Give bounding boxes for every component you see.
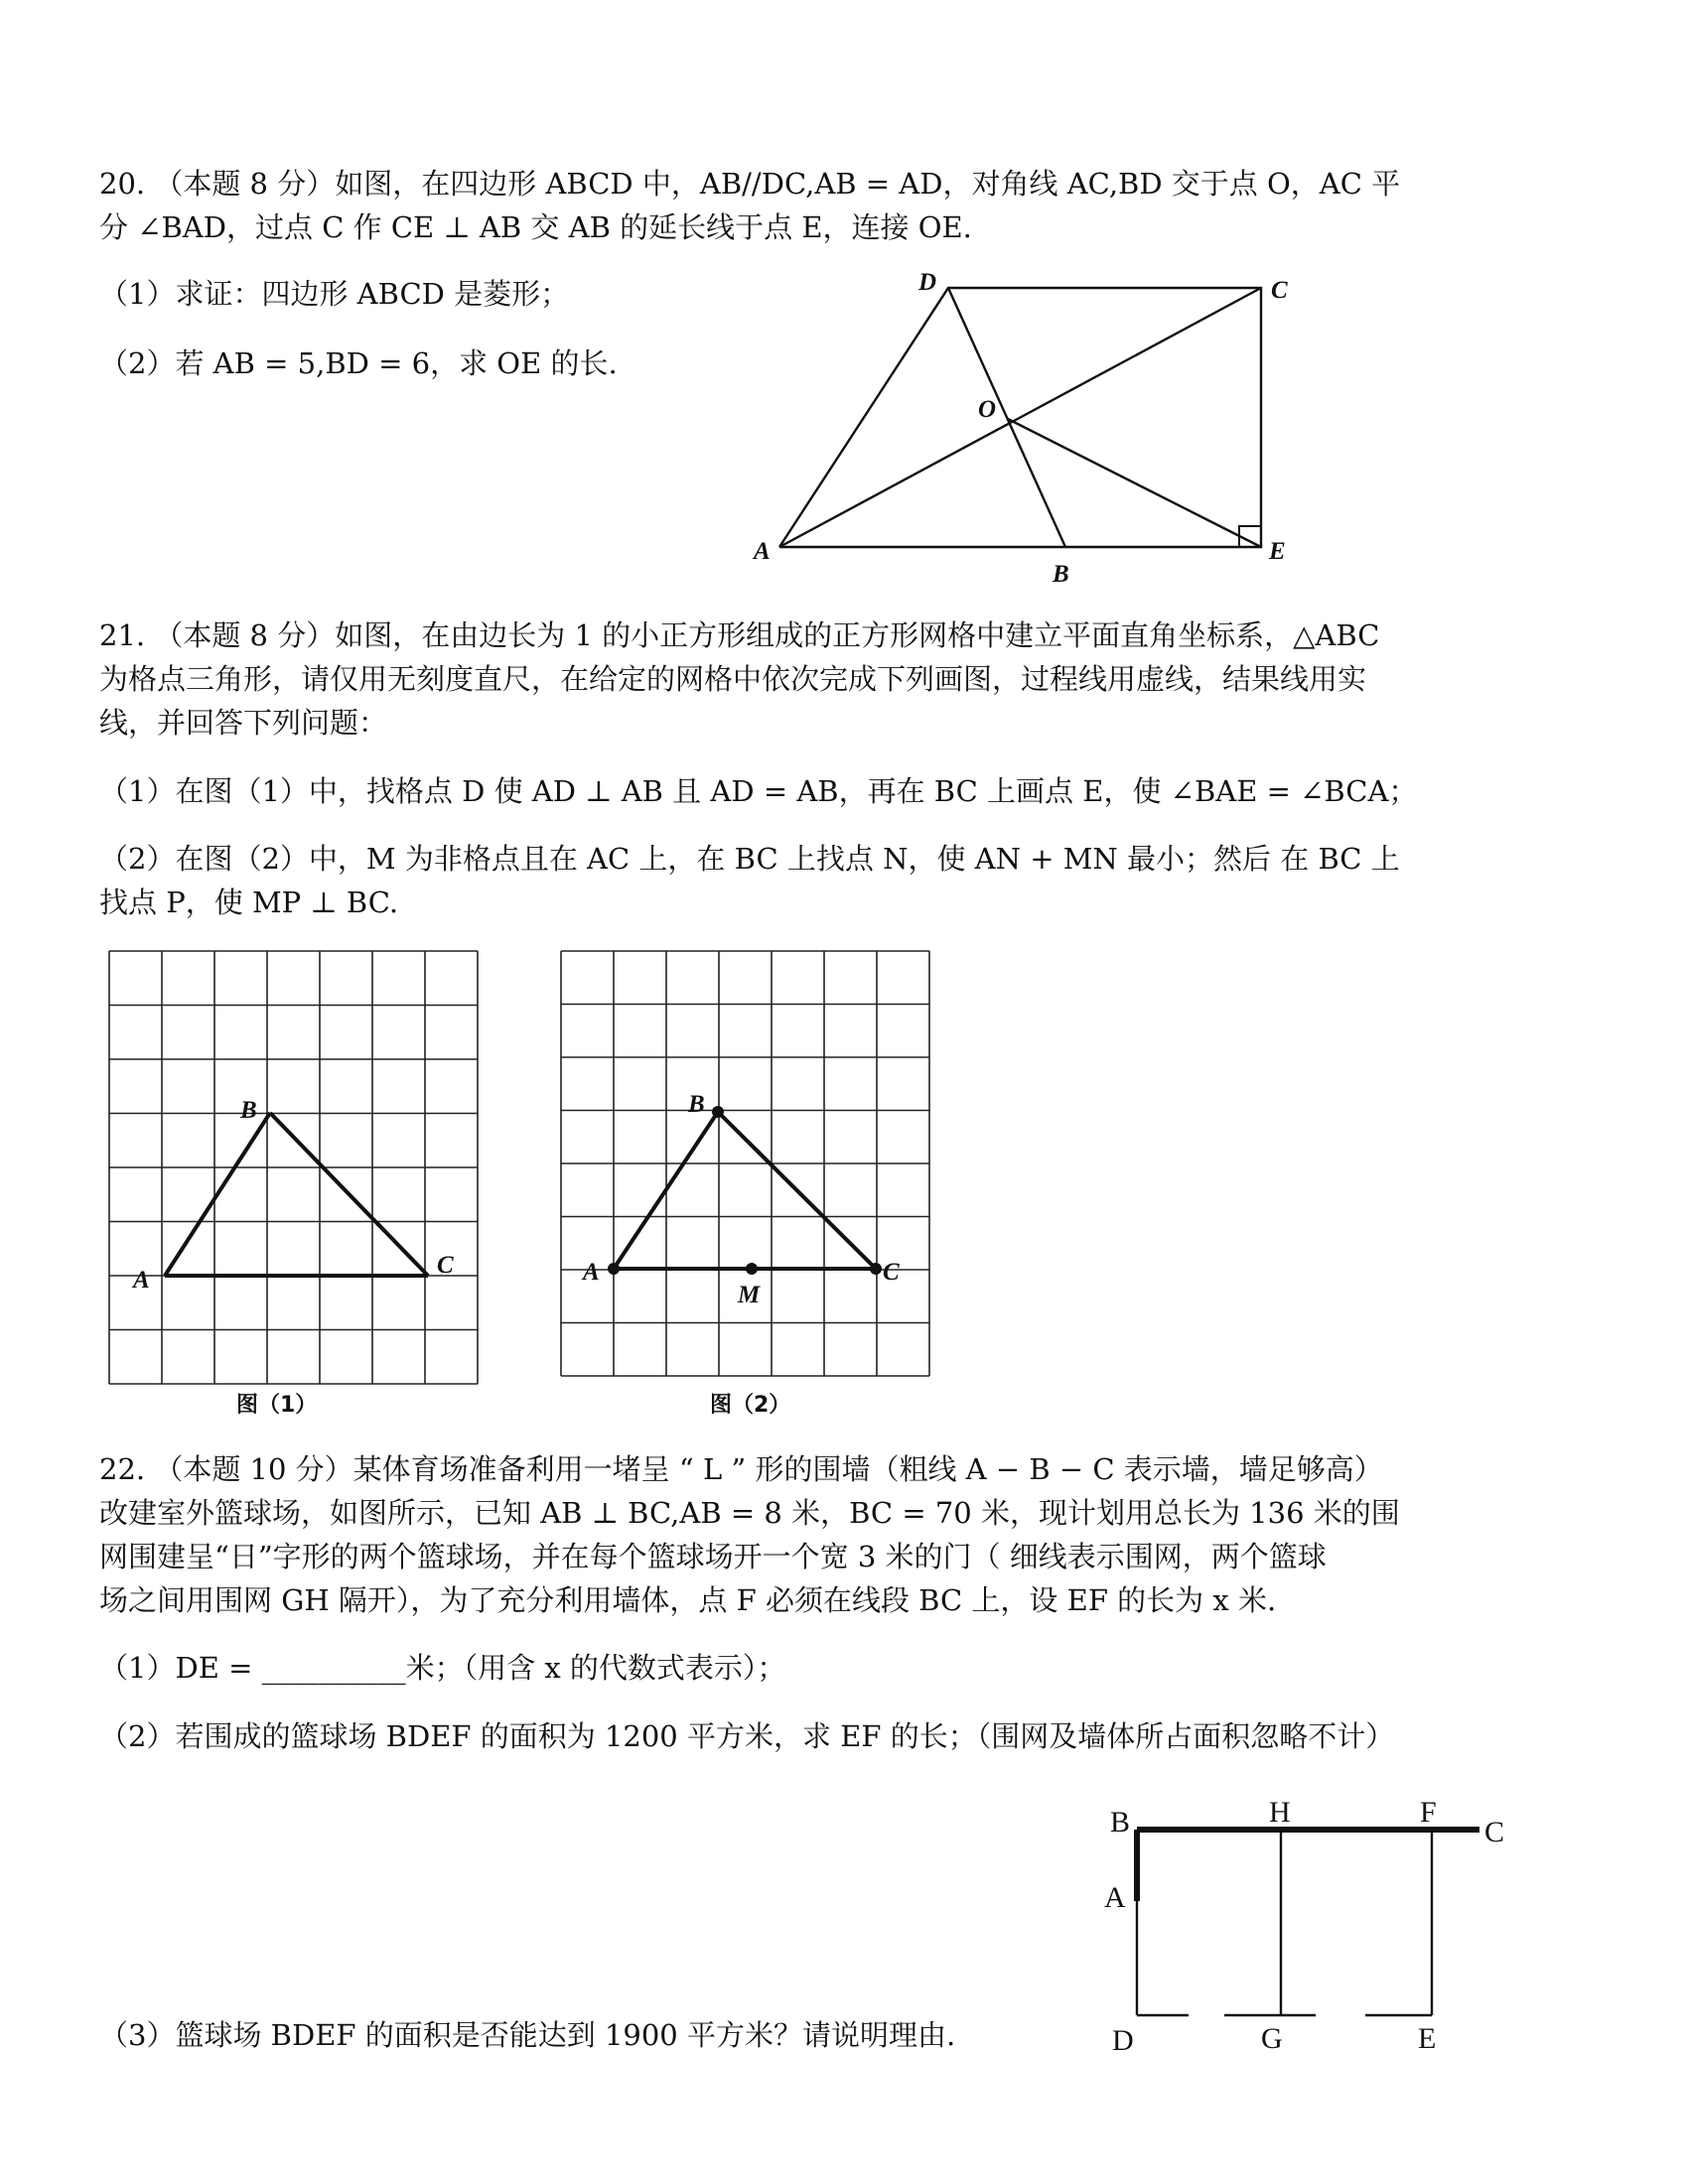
q21-fig1-label-b: B [240, 1097, 257, 1124]
q20-diagonal-ac [779, 288, 1261, 547]
q21-figure-2 [541, 943, 958, 1430]
q21-line2: 为格点三角形，请仅用无刻度直尺，在给定的网格中依次完成下列画图，过程线用虚线，结果线用实 [99, 662, 1367, 696]
q20-diagonal-bd [948, 288, 1065, 547]
q21-part1: （1）在图（1）中，找格点 D 使 AD ⊥ AB 且 AD = AB，再在 BC 上画点 E，使 ∠BAE = ∠BCA； [99, 774, 1418, 808]
q20-label-d: D [918, 269, 937, 296]
q21-fig2-label-a: A [583, 1259, 600, 1286]
q20-figure [740, 268, 1306, 596]
q22-line3: 网围建呈“日”字形的两个篮球场，并在每个篮球场开一个宽 3 米的门（ 细线表示围网，两个篮球 [99, 1540, 1327, 1573]
q22-line4: 场之间用围网 GH 隔开），为了充分利用墙体，点 F 必须在线段 BC 上，设 EF 的长为 x 米. [99, 1583, 1277, 1617]
q20-line1: 20. （本题 8 分）如图，在四边形 ABCD 中，AB//DC,AB = AD，对角线 AC,BD 交于点 O，AC 平 [99, 167, 1401, 201]
q22-label-h: H [1269, 1796, 1291, 1829]
q21-fig2-caption: 图（2） [710, 1393, 791, 1418]
q21-fig1-caption: 图（1） [236, 1393, 318, 1418]
q21-fig1-label-c: C [437, 1252, 454, 1279]
q20-line2: 分 ∠BAD，过点 C 作 CE ⊥ AB 交 AB 的延长线于点 E，连接 OE. [99, 210, 972, 244]
q22-part1: （1）DE = __________米；（用含 x 的代数式表示）； [99, 1651, 786, 1685]
q21-part2a: （2）在图（2）中，M 为非格点且在 AC 上，在 BC 上找点 N，使 AN + MN 最小；然后 在 BC 上 [99, 842, 1400, 876]
q22-label-a: A [1104, 1881, 1126, 1914]
q20-label-b: B [1053, 561, 1069, 588]
q21-fig2-point-c [870, 1263, 882, 1275]
q21-grid-2 [561, 951, 929, 1376]
q22-line1: 22. （本题 10 分）某体育场准备利用一堵呈 “ L ” 形的围墙（粗线 A − B − C 表示墙，墙足够高） [99, 1452, 1383, 1486]
q21-line1: 21. （本题 8 分）如图，在由边长为 1 的小正方形组成的正方形网格中建立平面直角坐标系，△ABC [99, 618, 1380, 652]
q21-line3: 线，并回答下列问题： [99, 706, 388, 740]
q21-fig1-label-a: A [133, 1267, 150, 1294]
q21-fig1-side-bc [270, 1113, 428, 1276]
q20-label-e: E [1269, 538, 1286, 565]
q21-fig2-point-b [712, 1106, 724, 1118]
q22-label-b: B [1110, 1806, 1131, 1839]
q22-line2: 改建室外篮球场，如图所示，已知 AB ⊥ BC,AB = 8 米，BC = 70 米，现计划用总长为 136 米的围 [99, 1496, 1400, 1530]
q21-fig2-label-b: B [688, 1091, 705, 1118]
q20-label-c: C [1271, 277, 1288, 304]
q22-label-c: C [1484, 1816, 1505, 1848]
q22-label-g: G [1261, 2022, 1283, 2055]
q20-part1: （1）求证：四边形 ABCD 是菱形； [99, 277, 570, 311]
q21-figure-1 [89, 943, 506, 1430]
q22-figure [1082, 1782, 1529, 2070]
q21-fig1-side-ab [165, 1113, 270, 1276]
q20-label-o: O [978, 396, 997, 423]
q21-fig2-point-a [608, 1263, 620, 1275]
q21-fig2-label-m: M [738, 1282, 761, 1308]
q21-fig2-side-bc [718, 1112, 876, 1269]
q22-label-f: F [1420, 1796, 1437, 1829]
q22-label-d: D [1112, 2024, 1134, 2057]
q22-part2: （2）若围成的篮球场 BDEF 的面积为 1200 平方米，求 EF 的长；（围网及墙体所占面积忽略不计） [99, 1719, 1395, 1753]
q21-grid-1 [109, 951, 478, 1384]
q22-part3: （3）篮球场 BDEF 的面积是否能达到 1900 平方米？请说明理由. [99, 2018, 956, 2052]
q22-label-e: E [1418, 2022, 1437, 2055]
q21-part2b: 找点 P，使 MP ⊥ BC. [99, 886, 399, 919]
q20-label-a: A [754, 538, 771, 565]
q21-fig2-point-m [746, 1263, 758, 1275]
q20-part2: （2）若 AB = 5,BD = 6，求 OE 的长. [99, 346, 618, 380]
q20-segment-oe [1008, 419, 1261, 547]
q21-fig2-label-c: C [883, 1259, 900, 1286]
